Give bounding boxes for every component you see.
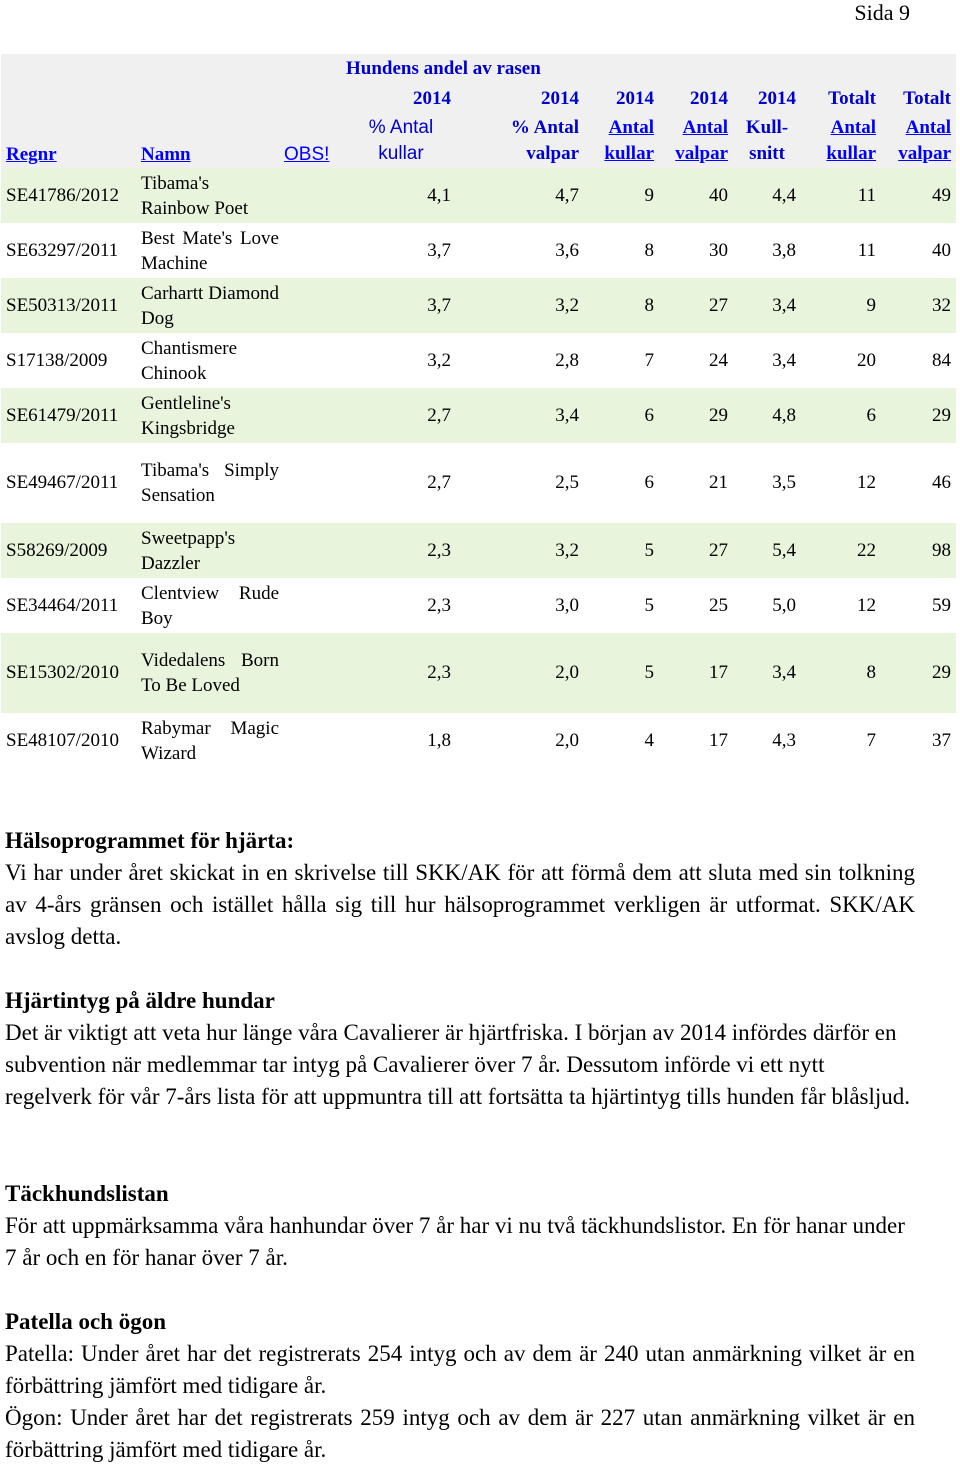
obs-cell [284,713,346,768]
valpar-cell: 27 [659,523,733,578]
kullsnitt-cell: 5,4 [733,523,801,578]
name-cell: Clentview Rude Boy [136,578,284,633]
obs-cell [284,278,346,333]
kullsnitt-cell: 3,4 [733,333,801,388]
obs-cell [284,168,346,223]
year-header: 2014 [733,84,801,113]
kullar-cell: 8 [584,278,659,333]
kullar-cell: 4 [584,713,659,768]
pct-valpar-cell: 3,2 [456,523,584,578]
obs-cell [284,223,346,278]
section-paragraph: För att uppmärksamma våra hanhundar över 7 år har vi nu två täckhundslistor. En för hanar under 7 år och en för hanar över 7 år. [5,1213,905,1270]
pct-valpar-cell: 2,5 [456,443,584,523]
pct-valpar-cell: 2,8 [456,333,584,388]
pct-kullar-cell: 3,2 [346,333,456,388]
regnr-cell: SE15302/2010 [1,633,136,713]
year-header: 2014 [346,84,456,113]
total-kullar-cell: 11 [801,223,881,278]
obs-cell [284,578,346,633]
regnr-header[interactable]: Regnr [1,113,136,168]
table-row [1,333,956,388]
table-row [1,713,956,768]
valpar-cell: 25 [659,578,733,633]
kullar-cell: 7 [584,333,659,388]
table-row [1,443,956,523]
total-valpar-cell: 98 [881,523,956,578]
total-kullar-cell: 8 [801,633,881,713]
name-cell: Tibama's Simply Sensation [136,443,284,523]
valpar-cell: 29 [659,388,733,443]
kullar-cell: 8 [584,223,659,278]
pct-valpar-cell: 3,2 [456,278,584,333]
table-row [1,633,956,713]
kullsnitt-cell: 4,4 [733,168,801,223]
section-title: Patella och ögon [5,1309,166,1334]
namn-header[interactable]: Namn [136,113,284,168]
total-valpar-cell: 59 [881,578,956,633]
kullar-cell: 5 [584,578,659,633]
total-valpar-cell: 32 [881,278,956,333]
total-valpar-header[interactable]: Antal valpar [881,113,956,168]
year-header: 2014 [584,84,659,113]
total-kullar-cell: 20 [801,333,881,388]
total-kullar-cell: 7 [801,713,881,768]
pct-kullar-cell: 3,7 [346,223,456,278]
regnr-cell: S58269/2009 [1,523,136,578]
name-cell: Gentleline's Kingsbridge [136,388,284,443]
year-header: 2014 [659,84,733,113]
regnr-cell: SE63297/2011 [1,223,136,278]
kullar-cell: 5 [584,523,659,578]
section-title: Hälsoprogrammet för hjärta: [5,828,295,853]
obs-cell [284,388,346,443]
pct-kullar-header: % Antal kullar [346,113,456,168]
pct-kullar-cell: 2,3 [346,523,456,578]
total-kullar-cell: 12 [801,443,881,523]
antal-valpar-header[interactable]: Antal valpar [659,113,733,168]
total-kullar-cell: 12 [801,578,881,633]
regnr-cell: SE61479/2011 [1,388,136,443]
section-title: Täckhundslistan [5,1181,169,1206]
kullar-cell: 6 [584,388,659,443]
regnr-cell: SE50313/2011 [1,278,136,333]
regnr-cell: SE34464/2011 [1,578,136,633]
kullsnitt-cell: 3,8 [733,223,801,278]
name-cell: Sweetpapp's Dazzler [136,523,284,578]
regnr-cell: S17138/2009 [1,333,136,388]
total-valpar-cell: 40 [881,223,956,278]
table-row [1,578,956,633]
stud-dog-table [1,54,956,768]
section-paragraph: Ögon: Under året har det registrerats 259 intyg och av dem är 227 utan anmärkning vilket är en förbättring jämfört med tidigare år. [5,1405,915,1462]
total-kullar-cell: 9 [801,278,881,333]
table-row [1,523,956,578]
pct-valpar-header: % Antal valpar [456,113,584,168]
total-valpar-cell: 49 [881,168,956,223]
kullar-cell: 6 [584,443,659,523]
total-header: Totalt [801,84,881,113]
table-row [1,278,956,333]
pct-kullar-cell: 3,7 [346,278,456,333]
kullsnitt-cell: 4,8 [733,388,801,443]
pct-kullar-cell: 4,1 [346,168,456,223]
kullsnitt-header: Kull-snitt [733,113,801,168]
valpar-cell: 40 [659,168,733,223]
obs-cell [284,333,346,388]
name-cell: Best Mate's Love Machine [136,223,284,278]
pct-kullar-cell: 2,7 [346,388,456,443]
section-patella-eyes [5,1306,915,1466]
obs-cell [284,633,346,713]
year-header: 2014 [456,84,584,113]
total-valpar-cell: 29 [881,388,956,443]
total-kullar-header[interactable]: Antal kullar [801,113,881,168]
name-cell: Chantismere Chinook [136,333,284,388]
group-header: Hundens andel av rasen [346,54,659,84]
regnr-cell: SE48107/2010 [1,713,136,768]
kullsnitt-cell: 5,0 [733,578,801,633]
pct-valpar-cell: 3,6 [456,223,584,278]
kullsnitt-cell: 3,5 [733,443,801,523]
regnr-cell: SE41786/2012 [1,168,136,223]
valpar-cell: 17 [659,633,733,713]
pct-kullar-cell: 2,3 [346,578,456,633]
valpar-cell: 27 [659,278,733,333]
valpar-cell: 17 [659,713,733,768]
total-valpar-cell: 29 [881,633,956,713]
name-cell: Videdalens Born To Be Loved [136,633,284,713]
obs-cell [284,443,346,523]
total-header: Totalt [881,84,956,113]
kullar-cell: 5 [584,633,659,713]
valpar-cell: 21 [659,443,733,523]
section-heart-program [5,825,915,953]
pct-kullar-cell: 2,7 [346,443,456,523]
pct-valpar-cell: 2,0 [456,633,584,713]
section-stud-list [5,1178,915,1274]
section-paragraph: Det är viktigt att veta hur länge våra Cavalierer är hjärtfriska. I början av 2014 infördes därför en subvention när medlemmar tar intyg på Cavalierer över 7 år. Dessutom införde vi ett nytt regelverk för vår 7-års lista för att uppmuntra till att fortsätta ta hjärtintyg tills hunden får blåsljud. [5,1020,911,1109]
kullsnitt-cell: 3,4 [733,278,801,333]
section-paragraph: Vi har under året skickat in en skrivelse till SKK/AK för att förmå dem att sluta med sin tolkning av 4-års gränsen och istället hålla sig till hur hälsoprogrammet verkligen är utformat. SKK/AK avslog detta. [5,860,915,949]
total-valpar-cell: 84 [881,333,956,388]
section-heart-cert-older [5,985,915,1113]
antal-kullar-header[interactable]: Antal kullar [584,113,659,168]
total-valpar-cell: 37 [881,713,956,768]
table-row [1,168,956,223]
valpar-cell: 24 [659,333,733,388]
valpar-cell: 30 [659,223,733,278]
pct-valpar-cell: 2,0 [456,713,584,768]
kullsnitt-cell: 3,4 [733,633,801,713]
table-row [1,388,956,443]
pct-valpar-cell: 4,7 [456,168,584,223]
regnr-cell: SE49467/2011 [1,443,136,523]
section-title: Hjärtintyg på äldre hundar [5,988,275,1013]
total-valpar-cell: 46 [881,443,956,523]
page-number: Sida 9 [854,0,910,25]
pct-valpar-cell: 3,4 [456,388,584,443]
kullar-cell: 9 [584,168,659,223]
table-row [1,223,956,278]
obs-cell [284,523,346,578]
pct-kullar-cell: 2,3 [346,633,456,713]
obs-header[interactable]: OBS! [284,113,346,168]
section-paragraph: Patella: Under året har det registrerats 254 intyg och av dem är 240 utan anmärkning vilket är en förbättring jämfört med tidigare år. [5,1341,915,1398]
name-cell: Rabymar Magic Wizard [136,713,284,768]
name-cell: Carhartt Diamond Dog [136,278,284,333]
total-kullar-cell: 11 [801,168,881,223]
name-cell: Tibama's Rainbow Poet [136,168,284,223]
pct-kullar-cell: 1,8 [346,713,456,768]
total-kullar-cell: 22 [801,523,881,578]
kullsnitt-cell: 4,3 [733,713,801,768]
pct-valpar-cell: 3,0 [456,578,584,633]
total-kullar-cell: 6 [801,388,881,443]
